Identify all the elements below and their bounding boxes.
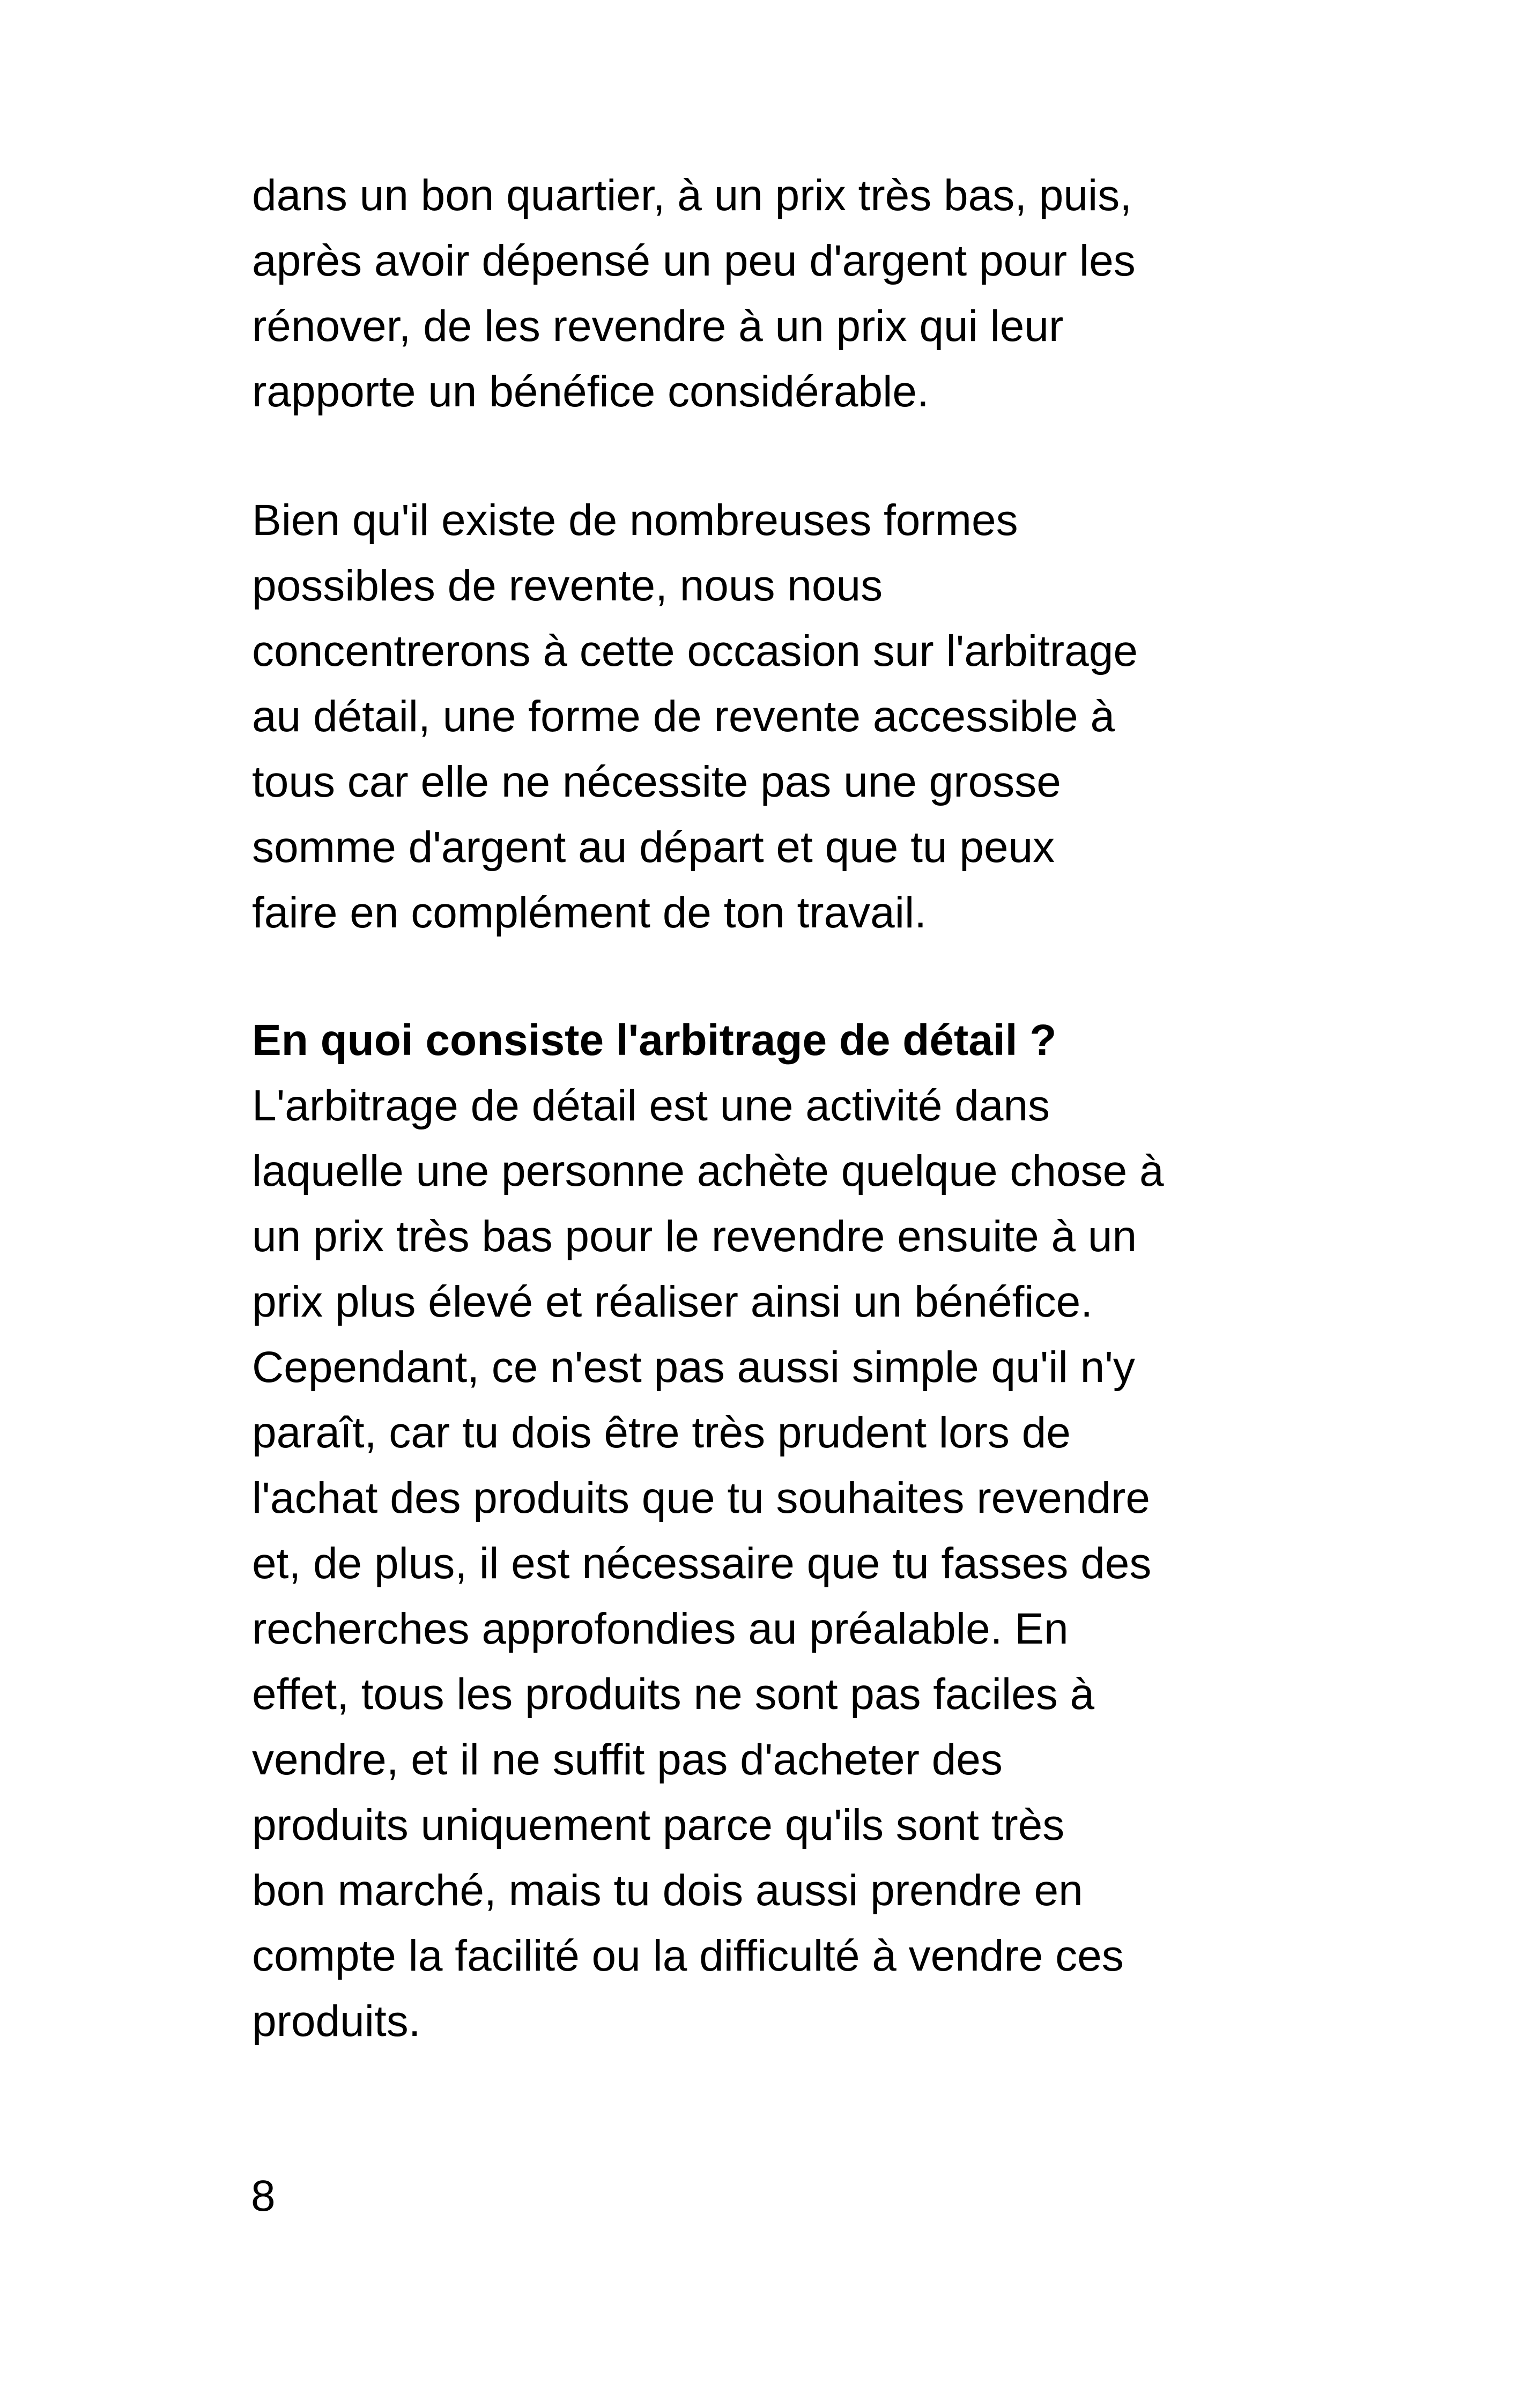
text-line: bon marché, mais tu dois aussi prendre en [252, 1866, 1083, 1915]
paragraph-intro-continued [252, 163, 1298, 425]
text-line: somme d'argent au départ et que tu peux [252, 823, 1055, 872]
text-line: un prix très bas pour le revendre ensuite à un [252, 1212, 1137, 1261]
section-retail-arbitrage [252, 1008, 1298, 2054]
text-line: L'arbitrage de détail est une activité dans [252, 1081, 1050, 1130]
text-line: Cependant, ce n'est pas aussi simple qu'il n'y [252, 1343, 1135, 1392]
text-line: après avoir dépensé un peu d'argent pour les [252, 236, 1136, 285]
text-line: et, de plus, il est nécessaire que tu fasses des [252, 1539, 1152, 1588]
page-number: 8 [251, 2172, 276, 2220]
section-heading: En quoi consiste l'arbitrage de détail ? [252, 1016, 1057, 1065]
text-line: compte la facilité ou la difficulté à vendre ces [252, 1931, 1124, 1980]
text-line: produits. [252, 1997, 421, 2046]
text-line: paraît, car tu dois être très prudent lors de [252, 1408, 1071, 1457]
text-line: laquelle une personne achète quelque chose à [252, 1147, 1164, 1195]
text-line: tous car elle ne nécessite pas une grosse [252, 757, 1061, 806]
text-line: produits uniquement parce qu'ils sont très [252, 1801, 1065, 1849]
paragraph-resale-forms [252, 488, 1298, 946]
text-line: au détail, une forme de revente accessible à [252, 692, 1115, 741]
text-line: l'achat des produits que tu souhaites revendre [252, 1474, 1150, 1522]
text-line: rénover, de les revendre à un prix qui leur [252, 302, 1064, 351]
text-line: recherches approfondies au préalable. En [252, 1604, 1069, 1653]
text-line: vendre, et il ne suffit pas d'acheter des [252, 1735, 1003, 1784]
text-line: effet, tous les produits ne sont pas faciles à [252, 1670, 1095, 1719]
text-line: rapporte un bénéfice considérable. [252, 367, 929, 416]
text-line: possibles de revente, nous nous [252, 561, 883, 610]
text-line: dans un bon quartier, à un prix très bas, puis, [252, 171, 1132, 220]
text-line: faire en complément de ton travail. [252, 888, 927, 937]
text-line: concentrerons à cette occasion sur l'arbitrage [252, 627, 1138, 675]
text-line: Bien qu'il existe de nombreuses formes [252, 496, 1018, 545]
text-line: prix plus élevé et réaliser ainsi un bénéfice. [252, 1277, 1093, 1326]
